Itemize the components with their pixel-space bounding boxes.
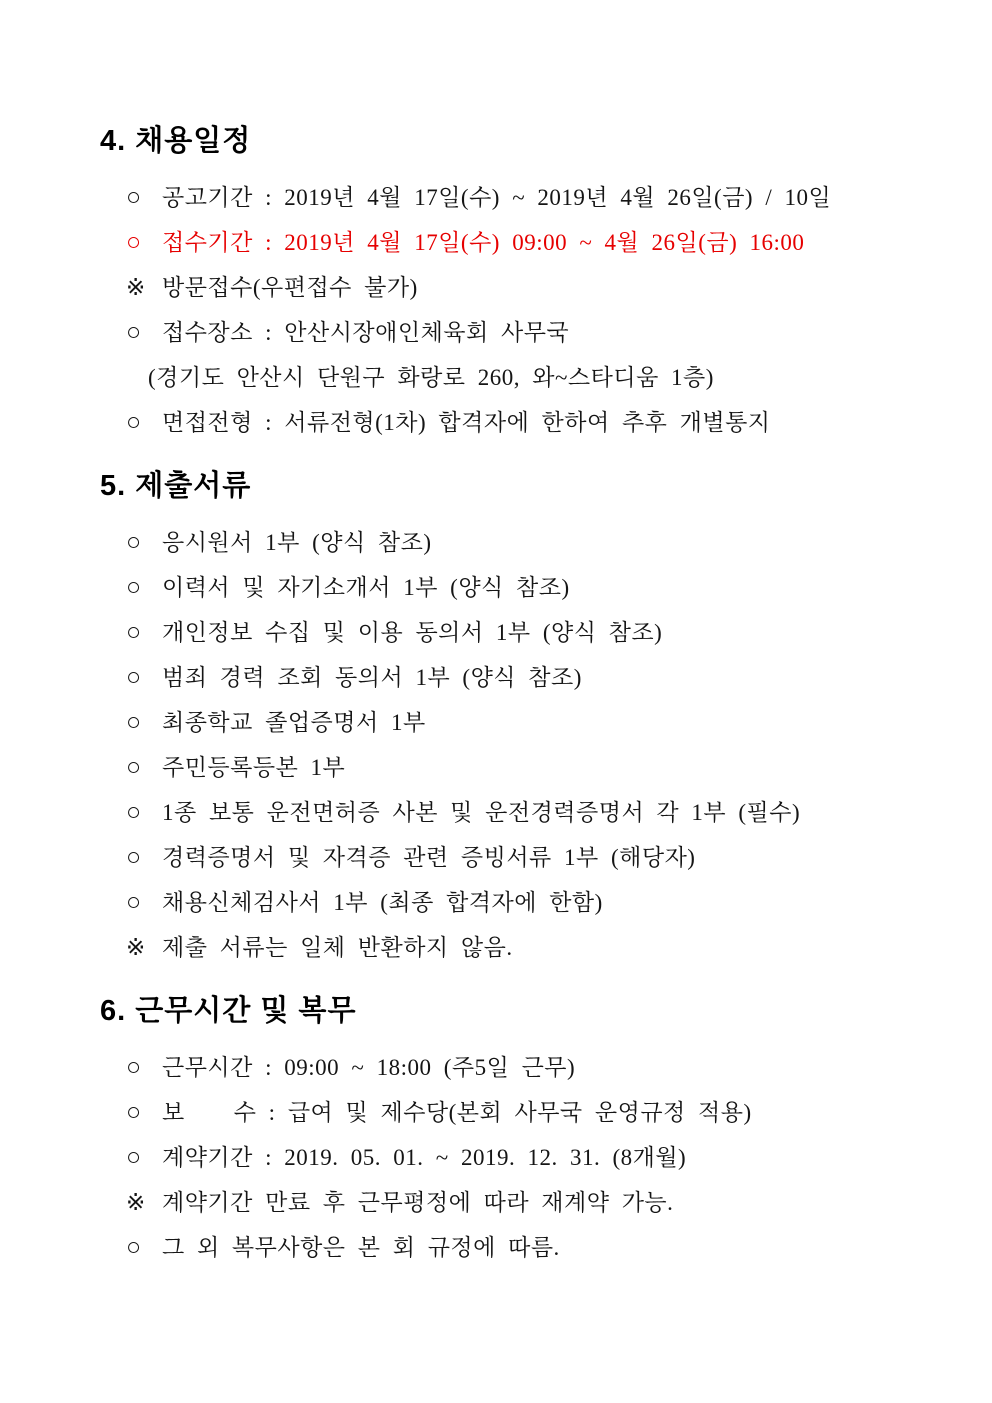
list-item-text: 접수기간 : 2019년 4월 17일(수) 09:00 ~ 4월 26일(금) 16:00 xyxy=(162,230,805,255)
list-item xyxy=(100,888,956,917)
circle-bullet-icon: ○ xyxy=(126,844,142,871)
circle-bullet-icon: ○ xyxy=(126,184,142,211)
list-item xyxy=(100,618,956,647)
circle-bullet-icon: ○ xyxy=(126,319,142,346)
circle-bullet-icon: ○ xyxy=(126,574,142,601)
list-item xyxy=(100,1053,956,1082)
circle-bullet-icon: ○ xyxy=(126,619,142,646)
list-item-note xyxy=(100,273,956,302)
list-item-text: 계약기간 : 2019. 05. 01. ~ 2019. 12. 31. (8개월) xyxy=(162,1145,687,1170)
list-item-text: 그 외 복무사항은 본 회 규정에 따름. xyxy=(162,1235,560,1260)
circle-bullet-icon: ○ xyxy=(126,1234,142,1261)
list-item xyxy=(100,798,956,827)
list-item-text: 개인정보 수집 및 이용 동의서 1부 (양식 참조) xyxy=(162,620,663,645)
list-item xyxy=(100,1098,956,1127)
list-item xyxy=(100,528,956,557)
list-item xyxy=(100,843,956,872)
section-heading: 6. 근무시간 및 복무 xyxy=(100,995,357,1027)
circle-bullet-icon: ○ xyxy=(126,229,142,256)
section-working-hours xyxy=(100,988,956,1262)
list-item-text: 계약기간 만료 후 근무평정에 따라 재계약 가능. xyxy=(162,1190,674,1215)
list-item xyxy=(100,753,956,782)
list-item-text: 공고기간 : 2019년 4월 17일(수) ~ 2019년 4월 26일(금) / 10일 xyxy=(162,185,832,210)
circle-bullet-icon: ○ xyxy=(126,529,142,556)
list-item-text: 방문접수(우편접수 불가) xyxy=(162,275,418,300)
circle-bullet-icon: ○ xyxy=(126,1099,142,1126)
list-item-text: 응시원서 1부 (양식 참조) xyxy=(162,530,432,555)
list-item-text: 채용신체검사서 1부 (최종 합격자에 한함) xyxy=(162,890,603,915)
circle-bullet-icon: ○ xyxy=(126,664,142,691)
list-item-text: 면접전형 : 서류전형(1차) 합격자에 한하여 추후 개별통지 xyxy=(162,410,771,435)
circle-bullet-icon: ○ xyxy=(126,1144,142,1171)
section-heading: 5. 제출서류 xyxy=(100,470,252,502)
list-item xyxy=(100,183,956,212)
list-item-text: 최종학교 졸업증명서 1부 xyxy=(162,710,426,735)
circle-bullet-icon: ○ xyxy=(126,754,142,781)
circle-bullet-icon: ○ xyxy=(126,889,142,916)
section-heading: 4. 채용일정 xyxy=(100,125,252,157)
circle-bullet-icon: ○ xyxy=(126,409,142,436)
list-item xyxy=(100,708,956,737)
list-item xyxy=(100,1233,956,1262)
circle-bullet-icon: ○ xyxy=(126,709,142,736)
section-recruitment-schedule xyxy=(100,118,956,437)
reference-mark-icon: ※ xyxy=(126,935,146,960)
list-item-text: 보 수 : 급여 및 제수당(본회 사무국 운영규정 적용) xyxy=(162,1100,752,1125)
list-item xyxy=(100,408,956,437)
list-item xyxy=(100,318,956,347)
list-item-text: 이력서 및 자기소개서 1부 (양식 참조) xyxy=(162,575,570,600)
list-item-highlighted xyxy=(100,228,956,257)
list-item xyxy=(100,573,956,602)
list-item xyxy=(100,1143,956,1172)
list-item-continuation xyxy=(100,363,956,392)
list-item-text: 근무시간 : 09:00 ~ 18:00 (주5일 근무) xyxy=(162,1055,576,1080)
list-item-note xyxy=(100,933,956,962)
list-item-text: 접수장소 : 안산시장애인체육회 사무국 xyxy=(162,320,570,345)
reference-mark-icon: ※ xyxy=(126,275,146,300)
section-required-documents xyxy=(100,463,956,962)
list-item-text: 범죄 경력 조회 동의서 1부 (양식 참조) xyxy=(162,665,582,690)
list-item-text: 경력증명서 및 자격증 관련 증빙서류 1부 (해당자) xyxy=(162,845,696,870)
list-item-text: 주민등록등본 1부 xyxy=(162,755,346,780)
list-item-text: 1종 보통 운전면허증 사본 및 운전경력증명서 각 1부 (필수) xyxy=(162,800,801,825)
list-item xyxy=(100,663,956,692)
circle-bullet-icon: ○ xyxy=(126,1054,142,1081)
circle-bullet-icon: ○ xyxy=(126,799,142,826)
list-item-text: (경기도 안산시 단원구 화랑로 260, 와~스타디움 1층) xyxy=(148,365,714,390)
list-item-note xyxy=(100,1188,956,1217)
list-item-text: 제출 서류는 일체 반환하지 않음. xyxy=(162,935,513,960)
reference-mark-icon: ※ xyxy=(126,1190,146,1215)
